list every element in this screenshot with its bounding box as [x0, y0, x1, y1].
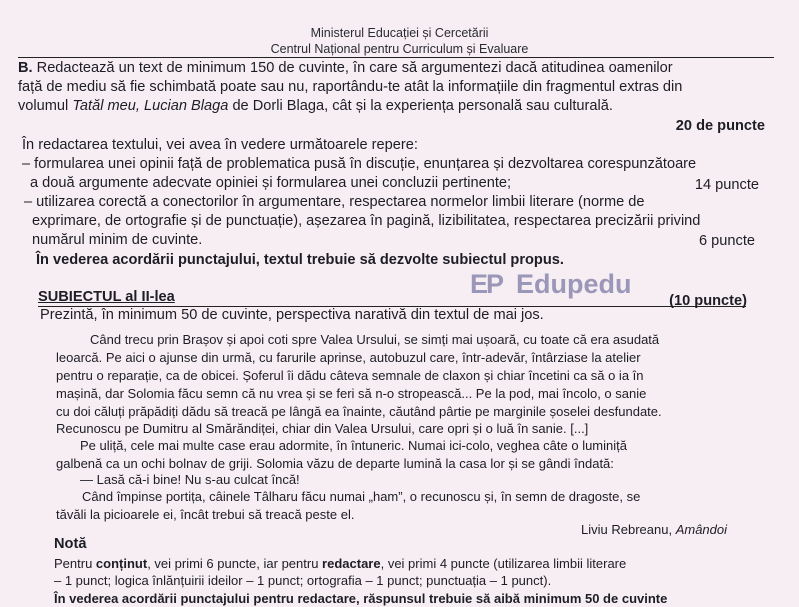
excerpt-p3-line-1: Când împinse portița, câinele Tâlharu făcu numai „ham”, o recunoscu și, în semn de dragoste, se — [82, 489, 641, 504]
task-b-line-1 — [18, 60, 673, 77]
task-b-line-3 — [18, 98, 613, 115]
excerpt-source — [581, 522, 727, 538]
excerpt-author: Liviu Rebreanu, — [581, 522, 676, 537]
nota-line-2: – 1 punct; logica înlănțuirii ideilor – 1 punct; ortografia – 1 punct; punctuația – 1 punct). — [54, 573, 552, 588]
edupedu-watermark — [470, 268, 650, 300]
nota-line-3: În vederea acordării punctajului pentru redactare, răspunsul trebuie să aibă minimum 50 de cuvinte — [54, 591, 668, 606]
criterion-2-points: 6 puncte — [699, 233, 755, 249]
subject-2-points: (10 puncte) — [669, 293, 747, 309]
criteria-intro: În redactarea textului, vei avea în vedere următoarele repere: — [22, 137, 418, 153]
excerpt-work: Amândoi — [675, 522, 727, 537]
nota-line-1-pre: Pentru — [54, 556, 96, 571]
task-b-label: B. — [18, 60, 33, 76]
excerpt-p1-line-4: mașină, dar Solomia făcu semn că nu vrea și se feri să n-o stropească... Pe la pod, mai încolo, o sanie — [56, 386, 647, 401]
criterion-2-line-1: – utilizarea corectă a conectorilor în argumentare, respectarea normelor limbii literare (norme de — [24, 194, 645, 210]
task-b-points: 20 de puncte — [675, 118, 765, 134]
edupedu-watermark-text: Edupedu — [516, 269, 632, 299]
excerpt-p2-line-2: galbenă ca un ochi bolnav de griji. Solomia văzu de departe lumină la casa lor și se gândi îndată: — [56, 456, 614, 471]
criterion-1-line-2: a două argumente adecvate opiniei și formularea unei concluzii pertinente; — [30, 175, 512, 191]
excerpt-p1-line-1: Când trecu prin Brașov și apoi coti spre Valea Ursului, se simți mai ușoară, cu toate că era asudată — [90, 332, 660, 347]
nota-content-label: conținut — [95, 556, 148, 571]
excerpt-p1-line-3: pentru o reparație, ca de obicei. Șoferul îi dădu câteva semnale de claxon și chiar încetini ca să o ia în — [56, 368, 644, 383]
nota-line-1 — [54, 556, 626, 572]
excerpt-p2-line-1: Pe uliță, cele mai multe case erau adormite, în întuneric. Numai ici-colo, veghea câte o luminiță — [80, 438, 627, 453]
excerpt-p1-line-6: Recunoscu pe Dumitru al Smărăndiței, chiar din Valea Ursului, care opri și o luă în sanie. [...] — [56, 421, 589, 436]
excerpt-dialogue: — Lasă că-i bine! Nu s-au culcat încă! — [80, 472, 300, 487]
excerpt-p3-line-2: tăvăli la picioarele ei, încât trebui să treacă peste el. — [56, 507, 355, 522]
criteria-note: În vederea acordării punctajului, textul trebuie să dezvolte subiectul propus. — [36, 252, 564, 268]
nota-redactare-label: redactare — [322, 556, 381, 571]
nota-title: Notă — [54, 536, 87, 552]
excerpt-p1-line-2: leoarcă. Pe aici o ajunse din urmă, cu farurile aprinse, autobuzul care, într-adevăr, întârziase la atelier — [56, 350, 641, 365]
header-rule — [18, 57, 774, 58]
criterion-2-line-2: exprimare, de ortografie și de punctuație), așezarea în pagină, lizibilitatea, respectarea precizării privind — [32, 213, 701, 229]
nota-line-1-post: , vei primi 4 puncte (utilizarea limbii literare — [380, 556, 627, 571]
task-b-line-3-pre: volumul — [18, 98, 73, 114]
excerpt-p1-line-5: cu doi căluți prăpădiți dădu să treacă pe lângă ea înainte, căutând pârtie pe marginile șoselei desfundate. — [56, 404, 662, 419]
work-title: Tatăl meu, Lucian Blaga — [72, 98, 229, 114]
edupedu-logo-icon: EP — [470, 269, 503, 299]
criterion-1-line-1: – formularea unei opinii față de problematica pusă în discuție, enunțarea și dezvoltarea corespunzătoare — [22, 156, 697, 172]
task-b-line-1-text: Redactează un text de minimum 150 de cuvinte, în care să argumentezi dacă atitudinea oamenilor — [32, 60, 673, 76]
subject-2-title: SUBIECTUL al II-lea — [38, 289, 175, 305]
nota-line-1-mid: , vei primi 6 puncte, iar pentru — [147, 556, 323, 571]
task-b-line-3-post: de Dorli Blaga, cât și la experiența personală sau culturală. — [228, 98, 613, 114]
ministry-header: Ministerul Educației și Cercetării — [310, 26, 489, 40]
criterion-2-line-3: numărul minim de cuvinte. — [32, 232, 203, 248]
center-header: Centrul Național pentru Curriculum și Evaluare — [270, 42, 529, 56]
task-b-line-2: față de mediu să fie schimbată poate sau nu, raportându-te atât la informațiile din fragmentul extras din — [18, 79, 683, 95]
subject-2-task: Prezintă, în minimum 50 de cuvinte, perspectiva narativă din textul de mai jos. — [40, 307, 544, 323]
criterion-1-points: 14 puncte — [694, 177, 759, 193]
